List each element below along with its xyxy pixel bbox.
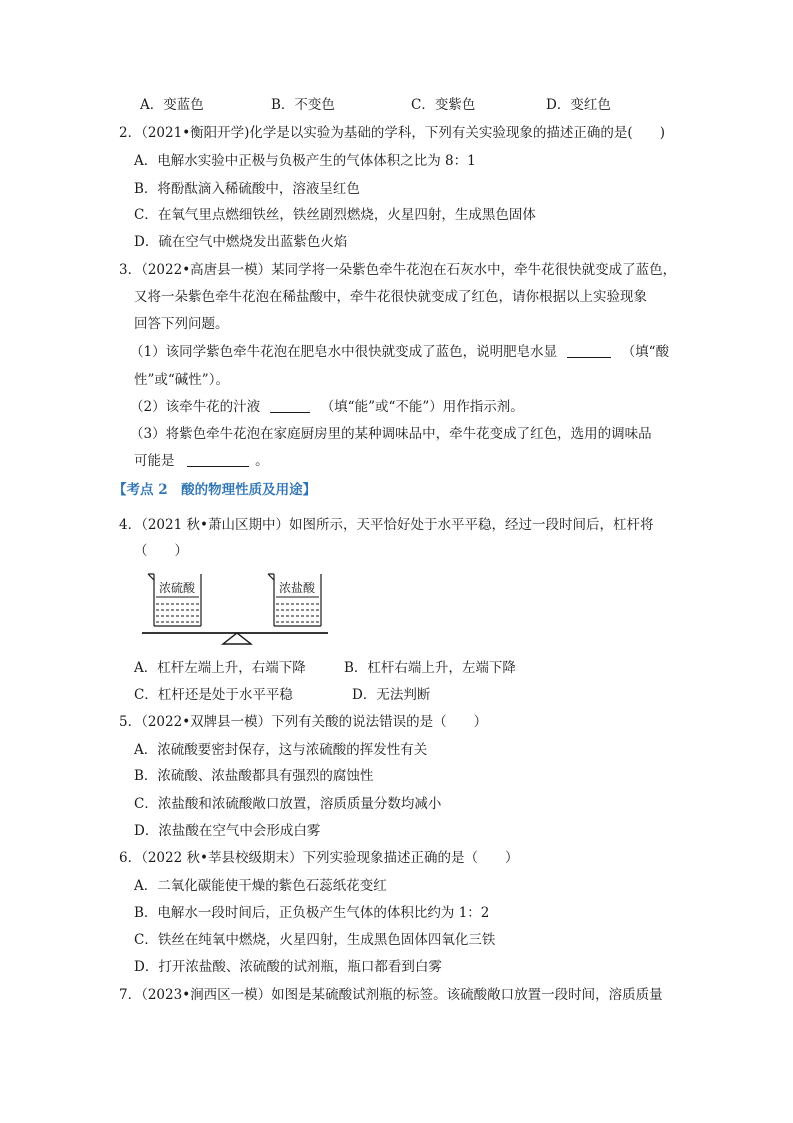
q4-option-d: D．无法判断 [352, 687, 431, 703]
q3-sub3-text: 可能是 [134, 453, 175, 469]
q3-stem-line-1: 3．（2022•高唐县一模）某同学将一朵紫色牵牛花泡在石灰水中，牵牛花很快就变成了蓝色， [119, 262, 677, 278]
q3-sub3-blank[interactable] [187, 452, 249, 467]
q2-option-a: A．电解水实验中正极与负极产生的气体体积之比为 8：1 [134, 153, 476, 169]
q3-sub2-line [130, 398, 524, 416]
right-beaker-label: 浓盐酸 [278, 581, 316, 595]
q2-option-c: C．在氧气里点燃细铁丝，铁丝剧烈燃烧，火星四射，生成黑色固体 [134, 207, 536, 223]
q3-sub2-text: （2）该牵牛花的汁液 [130, 399, 261, 415]
q4-option-c: C．杠杆还是处于水平平稳 [134, 687, 293, 703]
q3-sub2-blank[interactable] [270, 398, 310, 413]
q4-balance-figure [140, 566, 330, 648]
right-beaker [268, 574, 321, 626]
q2-option-d: D．硫在空气中燃烧发出蓝紫色火焰 [134, 234, 348, 250]
q1-option-b: B．不变色 [271, 97, 335, 113]
q5-option-d: D．浓盐酸在空气中会形成白雾 [134, 823, 321, 839]
q1-options [140, 96, 740, 114]
q4-options-row-2 [134, 686, 654, 704]
q3-sub1-blank[interactable] [567, 343, 611, 358]
left-beaker [148, 574, 201, 626]
q3-sub2-hint: （填“能”或“不能”）用作指示剂。 [320, 399, 524, 415]
q5-option-b: B．浓硫酸、浓盐酸都具有强烈的腐蚀性 [134, 768, 374, 784]
q5-option-a: A．浓硫酸要密封保存，这与浓硫酸的挥发性有关 [134, 742, 428, 758]
q2-option-b: B．将酚酞滴入稀硫酸中，溶液呈红色 [134, 181, 360, 197]
section-title-2: 【考点 2 酸的物理性质及用途】 [113, 482, 317, 498]
q5-stem: 5．（2022•双牌县一模）下列有关酸的说法错误的是（ ） [119, 714, 488, 730]
q4-options-row-1 [134, 659, 654, 677]
q3-stem-line-2: 又将一朵紫色牵牛花泡在稀盐酸中，牵牛花很快就变成了红色，请你根据以上实验现象 [134, 289, 647, 305]
q5-option-c: C．浓盐酸和浓硫酸敞口放置，溶质质量分数均减小 [134, 796, 442, 812]
q6-stem: 6．（2022 秋•莘县校级期末）下列实验现象描述正确的是（ ） [119, 850, 519, 866]
fulcrum [223, 633, 251, 644]
q4-option-a: A．杠杆左端上升，右端下降 [134, 660, 306, 676]
left-beaker-label: 浓硫酸 [158, 581, 196, 595]
q3-sub3-line-2 [134, 452, 269, 470]
q1-option-a: A．变蓝色 [140, 97, 204, 113]
q1-option-d: D．变红色 [546, 97, 611, 113]
q3-sub1-line-1 [130, 343, 669, 361]
q4-paren: （ ） [134, 543, 188, 559]
q3-sub3-end: 。 [255, 453, 269, 469]
q7-stem: 7．（2023•涧西区一模）如图是某硫酸试剂瓶的标签。该硫酸敞口放置一段时间，溶质质量 [119, 987, 663, 1003]
q2-stem: 2．（2021•衡阳开学)化学是以实验为基础的学科，下列有关实验现象的描述正确的是( ) [119, 125, 665, 141]
q1-option-c: C．变紫色 [411, 97, 476, 113]
q6-option-c: C．铁丝在纯氧中燃烧，火星四射，生成黑色固体四氧化三铁 [134, 932, 496, 948]
q6-option-d: D．打开浓盐酸、浓硫酸的试剂瓶，瓶口都看到白雾 [134, 959, 442, 975]
q3-sub3-line-1: （3）将紫色牵牛花泡在家庭厨房里的某种调味品中，牵牛花变成了红色，选用的调味品 [130, 426, 652, 442]
q6-option-b: B．电解水一段时间后，正负极产生气体的体积比约为 1：2 [134, 905, 490, 921]
q3-stem-line-3: 回答下列问题。 [134, 316, 229, 332]
q3-sub1-hint: （填“酸 [621, 344, 670, 360]
q4-stem: 4．（2021 秋•萧山区期中）如图所示，天平恰好处于水平平稳，经过一段时间后，杠杆将 [119, 517, 654, 533]
q4-option-b: B．杠杆右端上升，左端下降 [344, 660, 516, 676]
q3-sub1-text: （1）该同学紫色牵牛花泡在肥皂水中很快就变成了蓝色，说明肥皂水显 [130, 344, 558, 360]
q6-option-a: A．二氧化碳能使干燥的紫色石蕊纸花变红 [134, 878, 387, 894]
q3-sub1-line-2: 性”或“碱性”）。 [134, 372, 229, 388]
